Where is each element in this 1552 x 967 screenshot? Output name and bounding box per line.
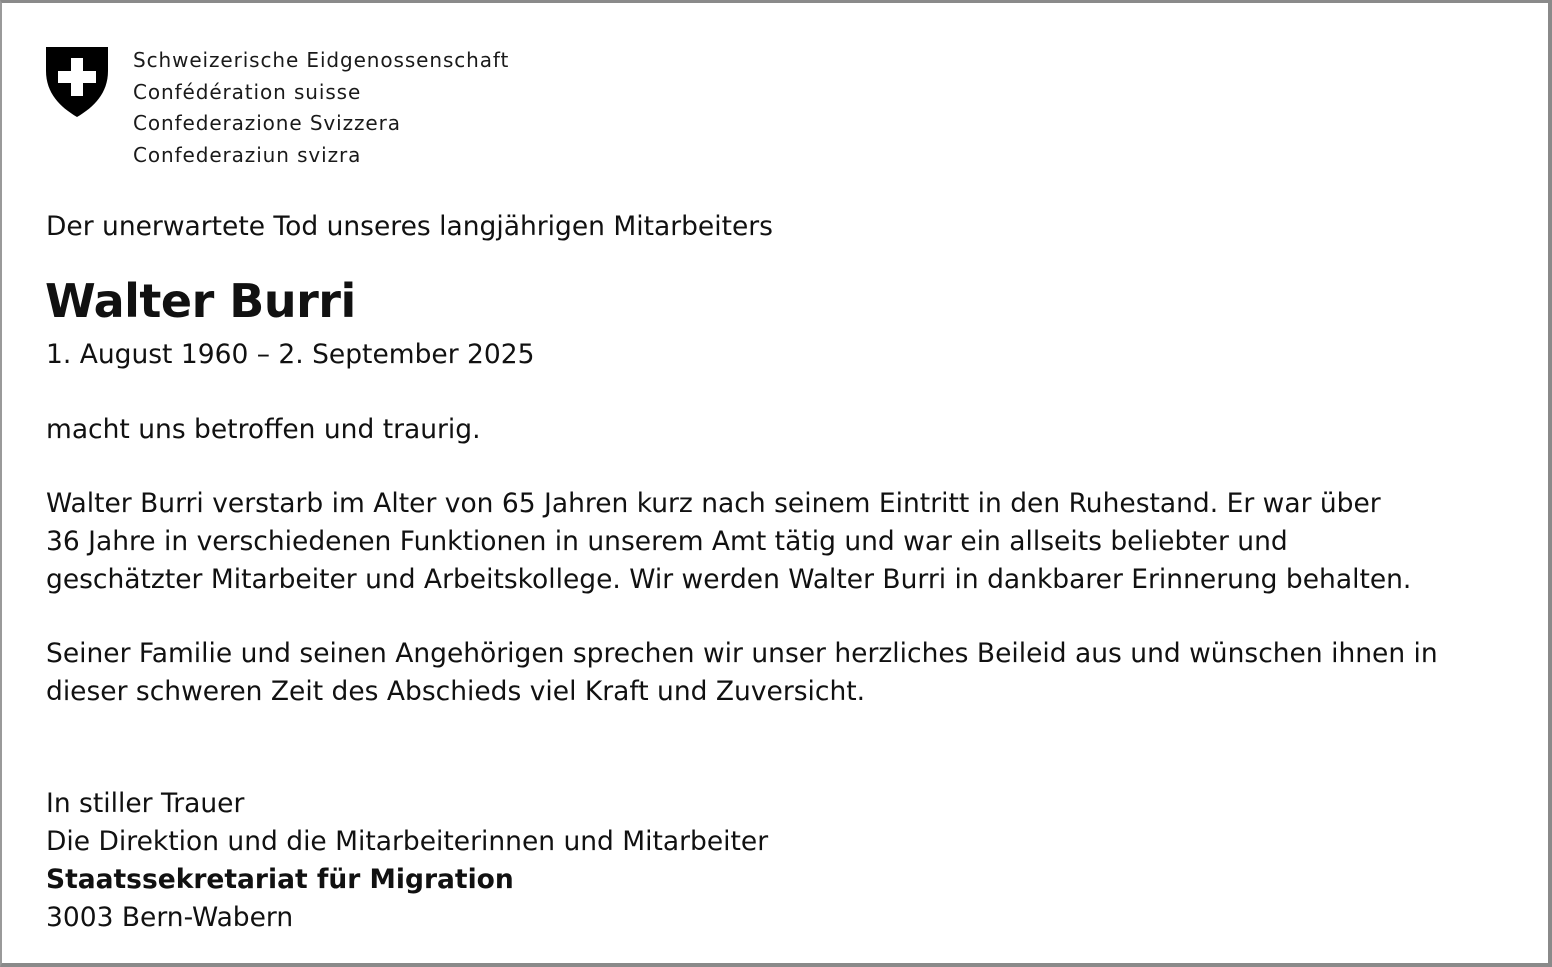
condolence-paragraph — [46, 635, 1438, 711]
federation-name-rm: Confederaziun svizra — [133, 142, 362, 167]
signature-mourning-line: In stiller Trauer — [46, 788, 245, 819]
tribute-line: geschätzter Mitarbeiter und Arbeitskollege. Wir werden Walter Burri in dankbarer Erinnerung behalten. — [46, 564, 1412, 595]
federation-name-it: Confederazione Svizzera — [133, 111, 401, 135]
federation-name-fr: Confédération suisse — [133, 79, 362, 104]
signature-staff-line: Die Direktion und die Mitarbeiterinnen und Mitarbeiter — [46, 826, 769, 857]
signature-organization: Staatssekretariat für Migration — [46, 864, 514, 895]
life-dates: 1. August 1960 – 2. September 2025 — [46, 339, 535, 370]
federation-name-block — [133, 45, 509, 171]
condolence-line: Seiner Familie und seinen Angehörigen sprechen wir unser herzliches Beileid aus und wünschen ihnen in — [46, 638, 1438, 669]
federation-name-de: Schweizerische Eidgenossenschaft — [133, 48, 510, 72]
signature-address: 3003 Bern-Wabern — [46, 902, 294, 933]
tribute-paragraph — [46, 485, 1411, 599]
intro-text: Der unerwartete Tod unseres langjährigen Mitarbeiters — [46, 211, 773, 242]
condolence-line: dieser schweren Zeit des Abschieds viel Kraft und Zuversicht. — [46, 676, 866, 707]
statement-text: macht uns betroffen und traurig. — [46, 414, 481, 445]
signature-block — [46, 785, 768, 937]
tribute-line: 36 Jahre in verschiedenen Funktionen in unserem Amt tätig und war ein allseits beliebter und — [46, 526, 1288, 557]
swiss-coat-of-arms-icon — [44, 45, 110, 117]
tribute-line: Walter Burri verstarb im Alter von 65 Jahren kurz nach seinem Eintritt in den Ruhestand. Er war über — [46, 488, 1381, 519]
deceased-name: Walter Burri — [45, 274, 356, 328]
